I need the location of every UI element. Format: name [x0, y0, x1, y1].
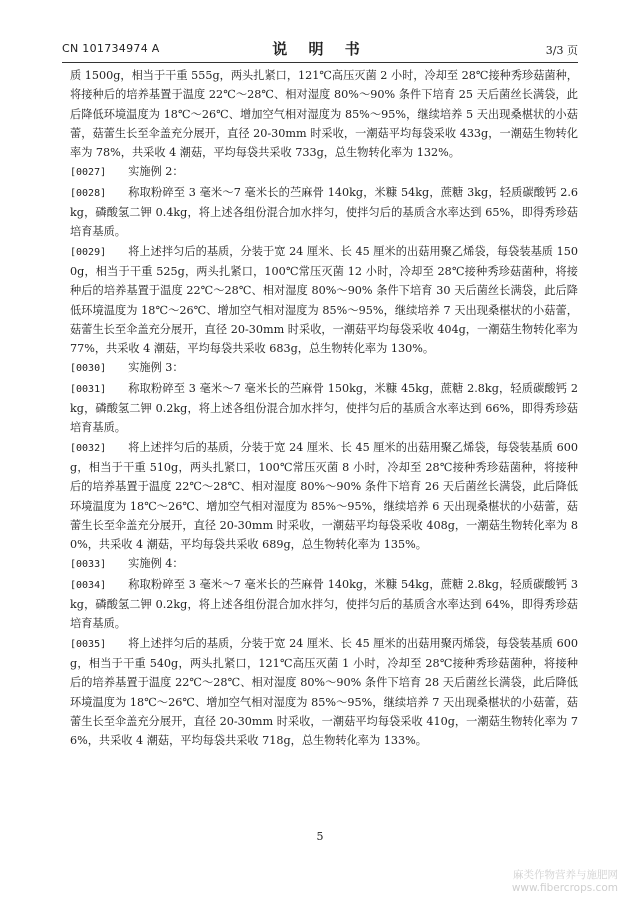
example-heading: [70, 554, 578, 574]
paragraph: [70, 575, 578, 634]
watermark: [512, 869, 618, 895]
paragraph-text: 质 1500g，相当于干重 555g，两头扎紧口，121℃高压灭菌 2 小时，冷却至 28℃接种秀珍菇菌种，将接种后的培养基置于温度 22℃～28℃、相对湿度 80%～90% 条件下培育 25 天后菌丝长满袋，此后降低环境温度为 18℃～26℃、增加空气相对湿度为 85%～95%，继续培养 5 天出现桑椹状的小菇蕾，菇蕾生长至伞盖充分展开，直径 20-30mm 时采收，一潮菇平均每袋采收 433g，一潮菇生物转化率为 78%，共采收 4 潮菇，平均每袋共采收 733g，总生物转化率为 132%。: [70, 69, 578, 160]
paragraph-number: [0033]: [70, 559, 107, 571]
paragraph: [70, 242, 578, 359]
paragraph-number: [0029]: [70, 246, 107, 258]
paragraph-text: 实施例 3：: [128, 361, 184, 375]
page-header: [62, 40, 578, 63]
paragraph-number: [0035]: [70, 638, 107, 650]
paragraph-number: [0032]: [70, 442, 107, 454]
example-heading: [70, 358, 578, 378]
example-heading: [70, 162, 578, 182]
watermark-site-name: 麻类作物营养与施肥网: [513, 869, 618, 881]
paragraph: [70, 379, 578, 438]
paragraph: [70, 66, 578, 162]
paragraph-text: 实施例 4：: [128, 557, 184, 571]
watermark-url: www.fibercrops.com: [511, 882, 618, 894]
paragraph-text: 称取粉碎至 3 毫米～7 毫米长的苎麻骨 140kg，米糠 54kg，蔗糖 2.8kg，轻质碳酸钙 3kg，磷酸氢二钾 0.2kg，将上述各组份混合加水拌匀，使拌匀后的基质含水率达到 64%，即得秀珍菇培育基质。: [70, 577, 578, 631]
document-body: [70, 66, 578, 750]
page-number: 5: [316, 830, 324, 843]
page-indicator: 3/3 页: [545, 44, 578, 57]
paragraph-number: [0034]: [70, 579, 107, 591]
paragraph-text: 称取粉碎至 3 毫米～7 毫米长的苎麻骨 150kg，米糠 45kg，蔗糖 2.8kg，轻质碳酸钙 2kg，磷酸氢二钾 0.2kg，将上述各组份混合加水拌匀，使拌匀后的基质含水率达到 66%，即得秀珍菇培育基质。: [70, 381, 578, 435]
paragraph-text: 将上述拌匀后的基质，分装于宽 24 厘米、长 45 厘米的出菇用聚丙烯袋，每袋装基质 600g，相当于干重 540g，两头扎紧口，121℃高压灭菌 1 小时，冷却至 28℃接种秀珍菇菌种，将接种后的培养基置于温度 22℃～28℃、相对湿度 80%～90% 条件下培育 28 天后菌丝长满袋，此后降低环境温度为 18℃～26℃、增加空气相对湿度为 85%～95%，继续培养 7 天出现桑椹状的小菇蕾，菇蕾生长至伞盖充分展开，直径 20-30mm 时采收，一潮菇平均每袋采收 410g，一潮菇生物转化率为 76%，共采收 4 潮菇，平均每袋共采收 718g，总生物转化率为 133%。: [70, 636, 578, 748]
paragraph-number: [0028]: [70, 187, 107, 199]
paragraph-number: [0030]: [70, 363, 107, 375]
paragraph: [70, 438, 578, 555]
paragraph: [70, 183, 578, 242]
document-title: 说 明 书: [272, 40, 368, 58]
paragraph-text: 称取粉碎至 3 毫米～7 毫米长的苎麻骨 140kg，米糠 54kg，蔗糖 3kg，轻质碳酸钙 2.6kg，磷酸氢二钾 0.4kg，将上述各组份混合加水拌匀，使拌匀后的基质含水率达到 65%，即得秀珍菇培育基质。: [70, 185, 578, 239]
paragraph-text: 实施例 2：: [128, 165, 184, 179]
paragraph-number: [0031]: [70, 383, 107, 395]
paragraph-text: 将上述拌匀后的基质，分装于宽 24 厘米、长 45 厘米的出菇用聚乙烯袋，每袋装基质 1500g，相当于干重 525g，两头扎紧口，100℃常压灭菌 12 小时，冷却至 28℃接种秀珍菇菌种，将接种后的培养基置于温度 22℃～28℃、相对湿度 80%～90% 条件下培育 30 天后菌丝长满袋，此后降低环境温度为 18℃～26℃、增加空气相对湿度为 85%～95%，继续培养 7 天出现桑椹状的小菇蕾，菇蕾生长至伞盖充分展开，直径 20-30mm 时采收，一潮菇平均每袋采收 404g，一潮菇生物转化率为 77%，共采收 4 潮菇，平均每袋共采收 683g，总生物转化率为 130%。: [70, 244, 578, 356]
paragraph: [70, 634, 578, 751]
paragraph-number: [0027]: [70, 167, 107, 179]
document-number: CN 101734974 A: [62, 42, 160, 55]
paragraph-text: 将上述拌匀后的基质，分装于宽 24 厘米、长 45 厘米的出菇用聚乙烯袋，每袋装基质 600g，相当于干重 510g，两头扎紧口，100℃常压灭菌 8 小时，冷却至 28℃接种秀珍菇菌种，将接种后的培养基置于温度 22℃～28℃、相对湿度 80%～90% 条件下培育 26 天后菌丝长满袋，此后降低环境温度为 18℃～26℃、增加空气相对湿度为 85%～95%，继续培养 6 天出现桑椹状的小菇蕾，菇蕾生长至伞盖充分展开，直径 20-30mm 时采收，一潮菇平均每袋采收 408g，一潮菇生物转化率为 80%，共采收 4 潮菇，平均每袋共采收 689g，总生物转化率为 135%。: [70, 440, 578, 552]
